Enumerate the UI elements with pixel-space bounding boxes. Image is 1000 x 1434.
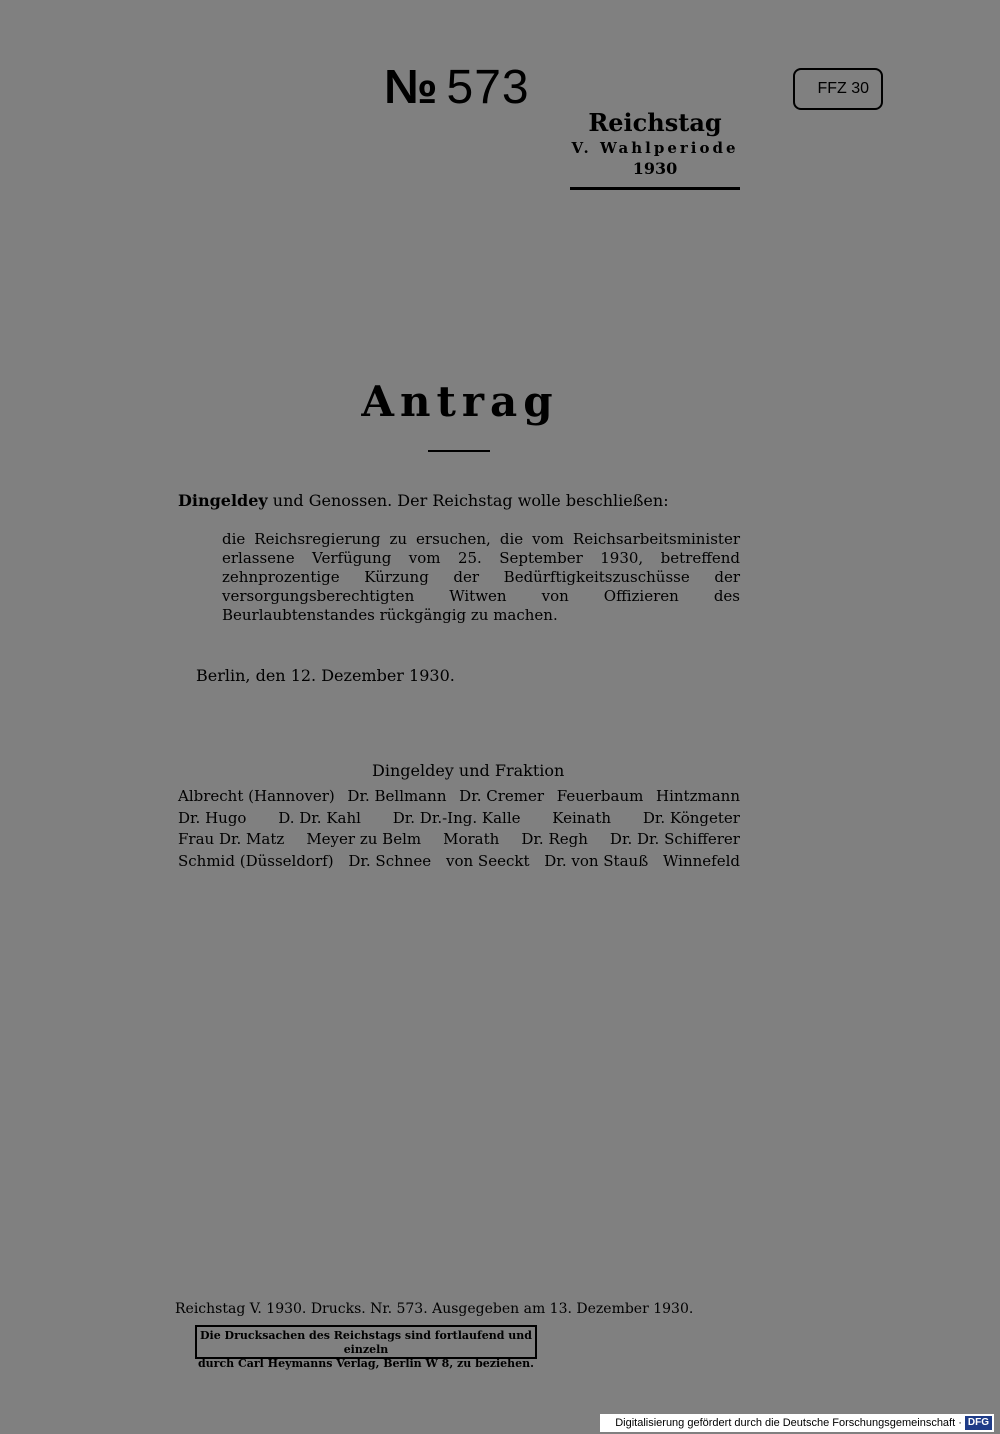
signatory-name: Dr. Dr.-Ing. Kalle xyxy=(392,808,521,827)
signatories-row xyxy=(178,786,740,808)
place-date: Berlin, den 12. Dezember 1930. xyxy=(196,666,455,685)
signatory-name: Dr. von Stauß xyxy=(544,851,649,870)
signatory-name: Feuerbaum xyxy=(556,787,644,805)
signatory-name: von Seeckt xyxy=(445,851,530,870)
document-heading: Antrag xyxy=(361,377,559,426)
signatory-name: Keinath xyxy=(552,808,612,827)
intro-line xyxy=(178,490,738,512)
intro-name: Dingeldey xyxy=(178,491,268,510)
number-sign: № xyxy=(384,61,439,114)
header-year: 1930 xyxy=(632,159,678,178)
signatories-row xyxy=(178,829,740,851)
document-number xyxy=(384,58,554,118)
footer-box-line: Die Drucksachen des Reichstags sind fortlaufend und einzeln xyxy=(200,1329,532,1356)
signatory-name: Albrecht (Hannover) xyxy=(178,787,335,805)
footer-distribution-box xyxy=(195,1325,537,1370)
footer-box-line: durch Carl Heymanns Verlag, Berlin W 8, zu beziehen. xyxy=(197,1357,535,1370)
signatories-row xyxy=(178,808,740,830)
footer-publication-line: Reichstag V. 1930. Drucks. Nr. 573. Ausgegeben am 13. Dezember 1930. xyxy=(175,1301,694,1317)
header-period: V. Wahlperiode xyxy=(571,139,739,157)
credit-text: Digitalisierung gefördert durch die Deutsche Forschungsgemeinschaft · xyxy=(615,1417,962,1429)
signatory-name: Winnefeld xyxy=(663,851,740,870)
header-title: Reichstag xyxy=(588,108,722,137)
signatory-name: Morath xyxy=(443,830,500,849)
heading-rule xyxy=(428,450,490,452)
motion-text: die Reichsregierung zu ersuchen, die vom Reichsarbeitsminister erlassene Verfügung vom 25. September 1930, betreffend zehnprozentige Kürzung der Bedürftigkeitszuschüsse der versorgungsberechtigten Witwen von Offizieren des Beurlaubtenstandes rückgängig zu machen. xyxy=(222,530,740,624)
signatories-row xyxy=(178,851,740,873)
archive-stamp: FFZ 30 xyxy=(793,68,883,110)
signatory-name: Dr. Hugo xyxy=(178,808,247,827)
signatory-name: Meyer zu Belm xyxy=(306,830,422,849)
signatory-name: Dr. Regh xyxy=(521,830,588,849)
document-number-value: 573 xyxy=(446,61,530,114)
intro-text: und Genossen. Der Reichstag wolle beschließen: xyxy=(272,491,669,510)
signatory-name: Schmid (Düsseldorf) xyxy=(178,851,334,870)
signatories-list xyxy=(178,786,740,872)
signatory-name: Frau Dr. Matz xyxy=(178,830,285,849)
signatory-name: D. Dr. Kahl xyxy=(278,808,361,827)
signatory-name: Dr. Cremer xyxy=(459,787,545,805)
header-block xyxy=(570,108,740,190)
signatory-name: Dr. Dr. Schifferer xyxy=(609,830,740,849)
signatory-name: Dr. Bellmann xyxy=(347,787,447,805)
dfg-logo-icon: DFG xyxy=(965,1416,992,1430)
digitization-credit xyxy=(600,1414,994,1432)
signatory-name: Hintzmann xyxy=(656,787,740,805)
fraction-heading: Dingeldey und Fraktion xyxy=(372,761,565,780)
signatory-name: Dr. Schnee xyxy=(348,851,432,870)
signatory-name: Dr. Köngeter xyxy=(642,808,740,827)
